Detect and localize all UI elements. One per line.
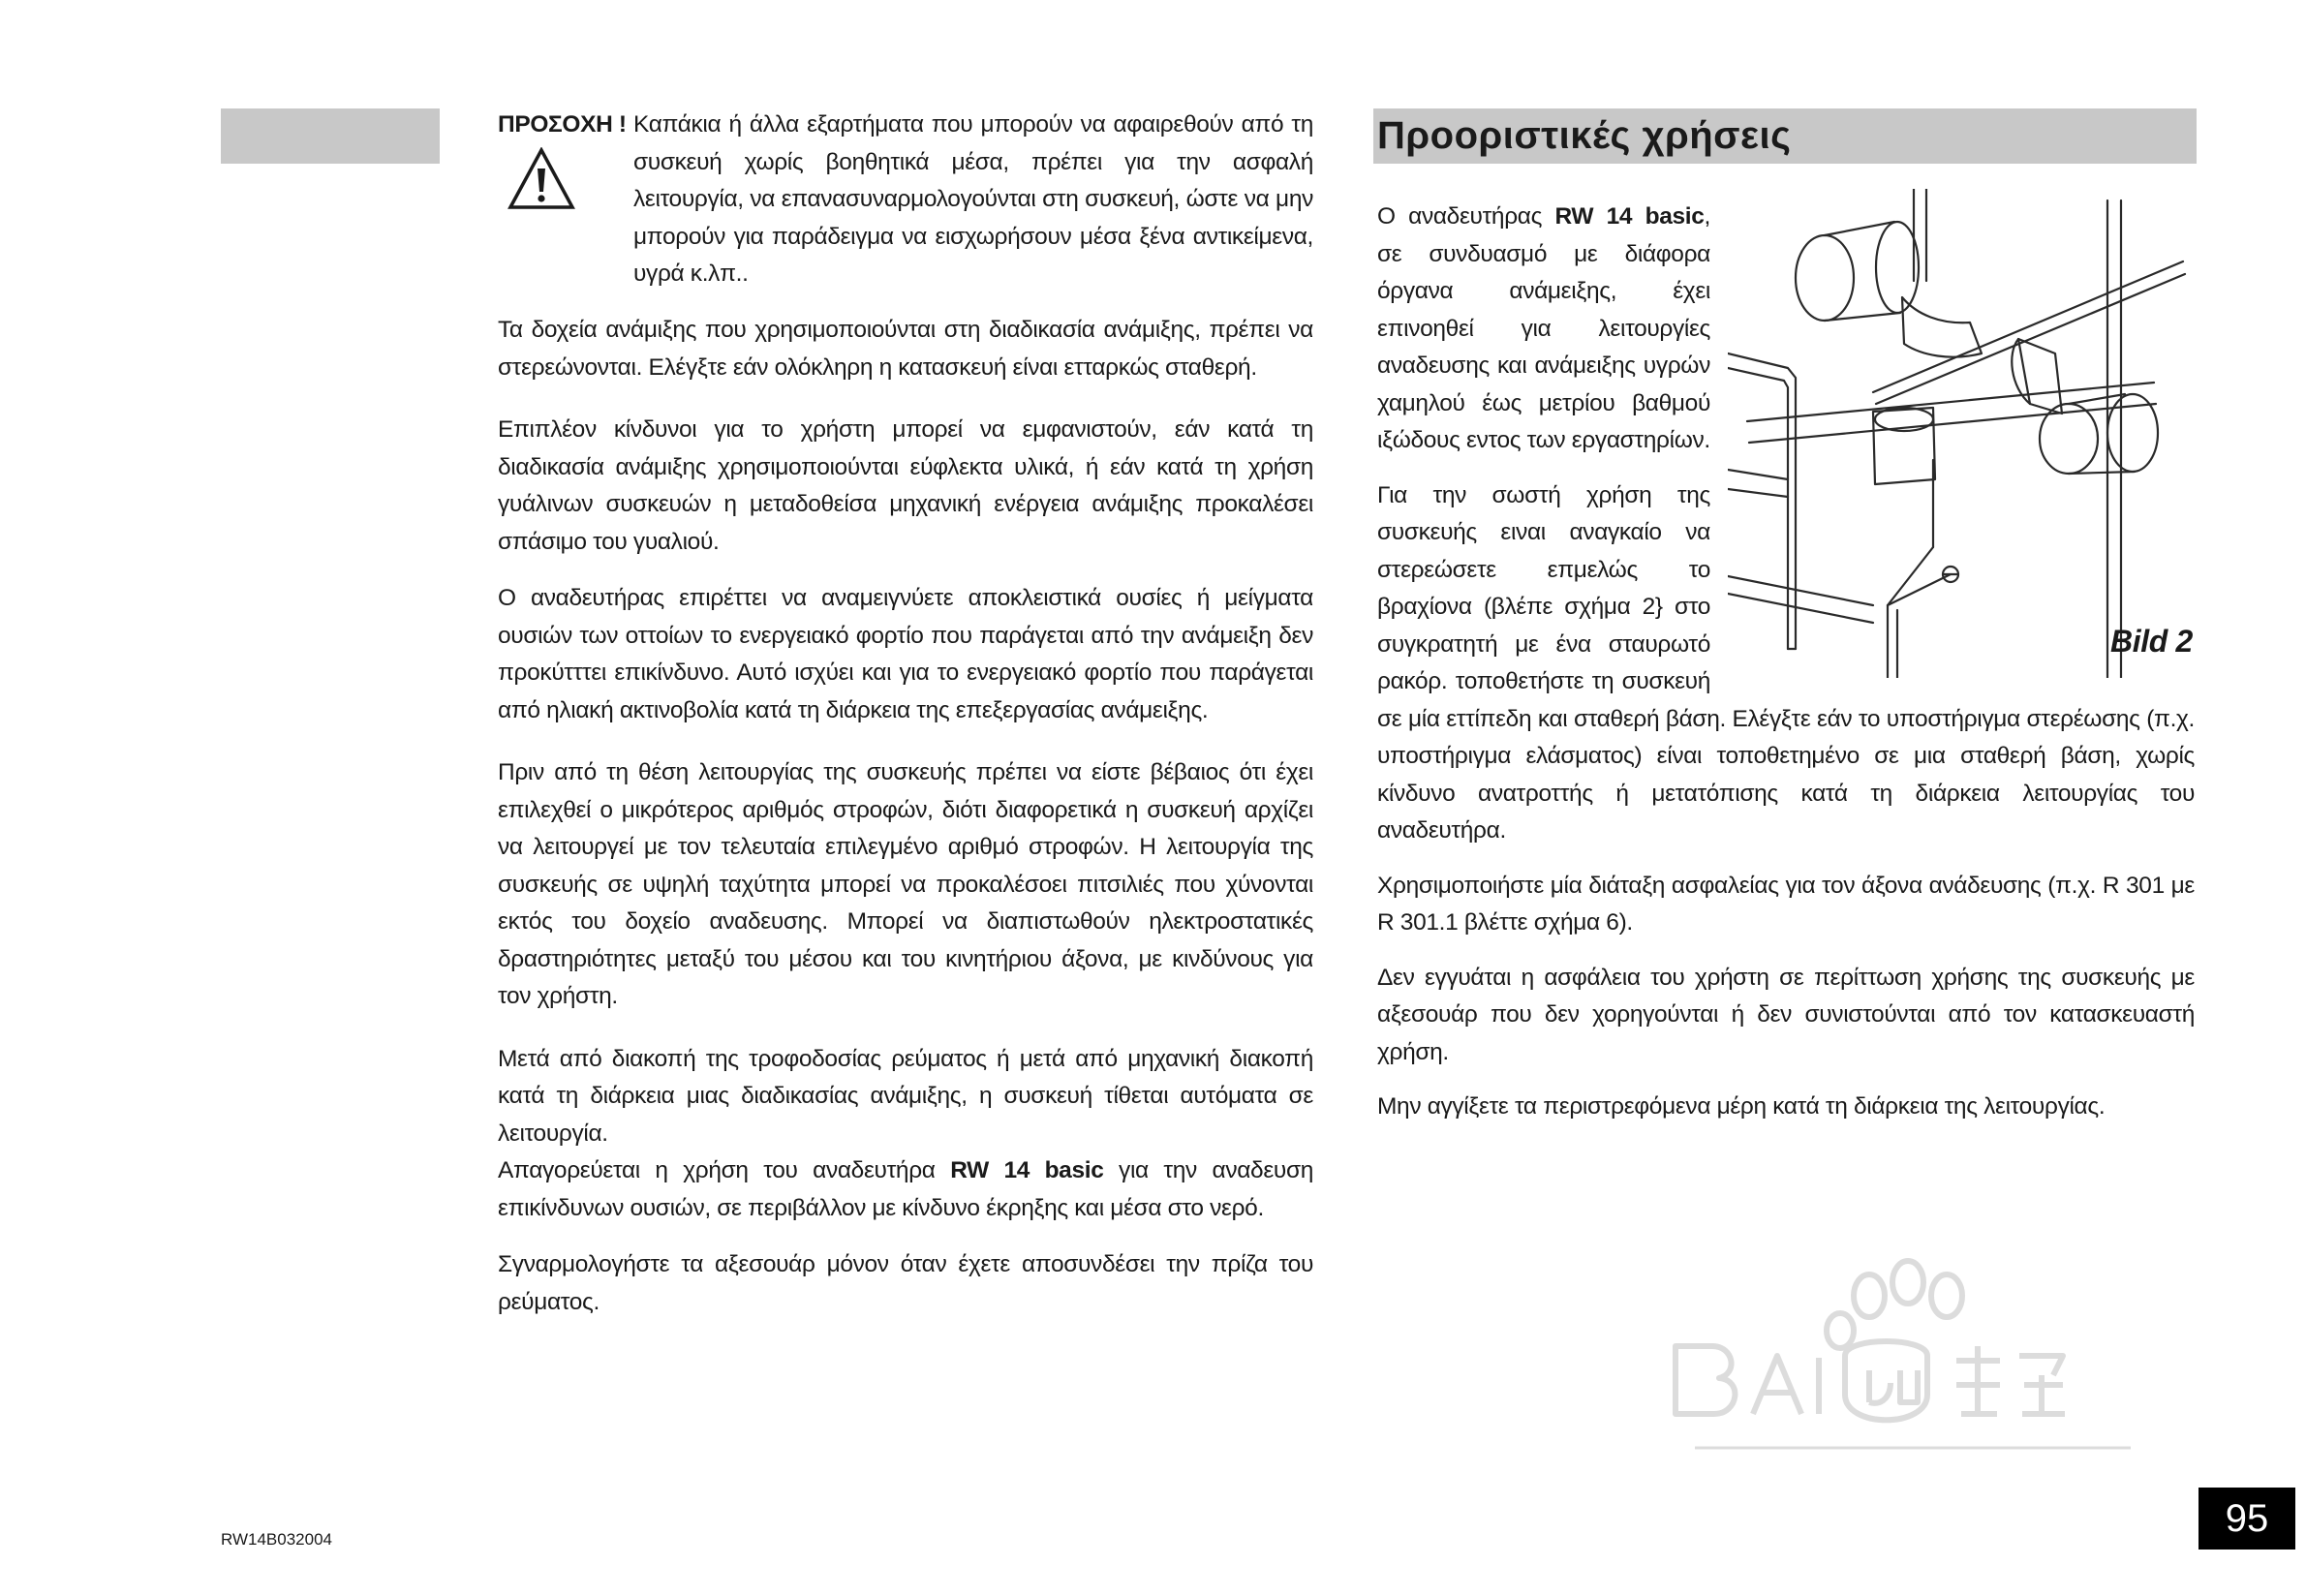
paragraph-safety-device: Χρησιμοποιήστε μία διάταξη ασφαλείας για τον άξονα ανάδευσης (π.χ. R 301 με R 301.1 βλέττε σχήμα 6). xyxy=(1377,872,2195,936)
warning-triangle-icon xyxy=(507,147,575,210)
paragraph-mounting-setup: Για την σωστή χρήση της συσκευής ειναι αναγκαίο να στερεώσετε επμελώς το βραχίονα (βλέπε σχήμα 2} στο συγκρατητή με ένα σταυρωτό ρακόρ. τοποθετήστε τη συσκευή σε μία εττίπεδη και σταθερή βάση. Ελέγξτε εάν το υποστήριγμα στερέωσης (π.χ. υποστήριγμα ελάσματος) είναι τοποθετημένο σε μια σταθερή βάση, χωρίς κίνδυνο ανατροττής ή μετατόπισης κατά τη διάρκεια λειτουργίας του αναδευτήρα. xyxy=(1377,481,2195,844)
right-column xyxy=(1377,199,2195,1126)
warning-label: ΠΡΟΣΟΧΗ ! xyxy=(498,111,627,138)
paragraph-accessory-warranty: Δεν εγγυάται η ασφάλεια του χρήστη σε περίττωση χρήσης της συσκευής με αξεσουάρ που δεν χορηγούνται ή δεν συνιστούνται από τον κατασκευαστή χρήση. xyxy=(1377,964,2195,1065)
document-code: RW14B032004 xyxy=(221,1530,332,1549)
product-name: RW 14 basic xyxy=(1554,203,1705,230)
paragraph-mixing-vessels: Τα δοχεία ανάμιξης που χρησιμοποιούνται στη διαδικασία ανάμιξης, πρέπει να στερεώνονται. Ελέγξτε εάν ολόκληρη η κατασκευή είναι ετταρκώς σταθερή. xyxy=(498,317,1313,381)
paragraph-additional-hazards: Επιπλέον κίνδυνοι για το χρήστη μπορεί να εμφανιστούν, εάν κατά τη διαδικασία ανάμιξης χρησιμοποιούνται εύφλεκτα υλικά, ή εάν κατά τη χρήση γυάλινων συσκευών η μεταδοθείσα μηχανική ενέργεια ανάμιξης προκαλέσει σπάσιμο του γυαλιού. xyxy=(498,416,1313,555)
paragraph-permitted-substances: Ο αναδευτήρας επιρέττει να αναμειγνύετε αποκλειστικά ουσίες ή μείγματα ουσιών των οττοίων το ενεργειακό φορτίο που παράγεται από την ανάμειξη δεν προκύτττει επικίνδυνο. Αυτό ισχύει και για το ενεργειακό φορτίο που παράγεται από ηλιακή ακτινοβολία κατά τη διάρκεια της επεξεργασίας ανάμειξης. xyxy=(498,585,1313,723)
prohibition-text-end: για την αναδευση επικίνδυνων ουσιών, σε περιβάλλον με κίνδυνο έκρηξης και μέσα στο νερό. xyxy=(498,1157,1313,1221)
stirrer-mount-illustration xyxy=(1728,189,2195,678)
figure-2 xyxy=(1728,189,2195,678)
paragraph-power-interruption: Μετά από διακοπή της τροφοδοσίας ρεύματος ή μετά από μηχανική διακοπή κατά τη διάρκεια μιας διαδικασίας ανάμιξης, η συσκευή τίθεται αυτόματα σε λειτουργία. xyxy=(498,1045,1313,1147)
intended-use-text-start: Ο αναδευτήρας xyxy=(1377,203,1555,230)
prohibition-text-start: Απαγορεύεται η χρήση του αναδευτήρα xyxy=(498,1157,951,1183)
paragraph-accessories-unplug: Σγναρμολογήστε τα αξεσουάρ μόνον όταν έχετε αποσυνδέσει την πρίζα του ρεύματος. xyxy=(498,1251,1313,1315)
intended-use-text-end: , σε συνδυασμό με διάφορα όργανα ανάμειξης, έχει επινοηθεί για λειτουργίες αναδευσης και ανάμειξης υγρών χαμηλού έως μετρίου βαθμού ιξώδους εντος των εργαστηρίων. xyxy=(1377,203,1710,453)
paragraph-startup-speed: Πριν από τη θέση λειτουργίας της συσκευής πρέπει να είστε βέβαιος ότι έχει επιλεχθεί ο μικρότερος αριθμός στροφών, διότι διαφορετικά η συσκευή αρχίζει να λειτουργεί με τον τελευταία επιλεγμένο αριθμό στροφών. Η λειτουργία της συσκευής σε υψηλή ταχύτητα μπορεί να προκαλέσοει πιτσιλιές που χύνονται εκτός του δοχείο αναδευσης. Μπορεί να διαπιστωθούν ηλεκτροστατικές δραστηριότητες μεταξύ του μέσου και του κινητήριου άξονα, με κινδύνους για τον χρήστη. xyxy=(498,759,1313,1009)
product-name: RW 14 basic xyxy=(950,1157,1104,1183)
watermark-logo xyxy=(1637,1249,2179,1482)
paragraph-rotating-parts: Μην αγγίξετε τα περιστρεφόμενα μέρη κατά τη διάρκεια της λειτουργίας. xyxy=(1377,1093,2106,1120)
page-number-badge: 95 xyxy=(2198,1488,2295,1550)
warning-text: Καπάκια ή άλλα εξαρτήματα που μπορούν να αφαιρεθούν από τη συσκευή χωρίς βοηθητικά μέσα, πρέπει για την ασφαλή λειτουργία, να επανασυναρμολογούνται στη συσκευή, ώστε να μην μπορούν για παράδειγμα να εισχωρήσουν μέσα ξένα αντικείμενα, υγρά κ.λπ.. xyxy=(633,111,1313,287)
section-heading: Προοριστικές χρήσεις xyxy=(1373,108,2197,164)
figure-label: Bild 2 xyxy=(2109,624,2193,659)
left-column xyxy=(498,107,1313,1321)
paragraph-prohibition xyxy=(498,1152,1313,1227)
warning-block xyxy=(498,107,1313,291)
section-tab-marker xyxy=(221,108,440,164)
